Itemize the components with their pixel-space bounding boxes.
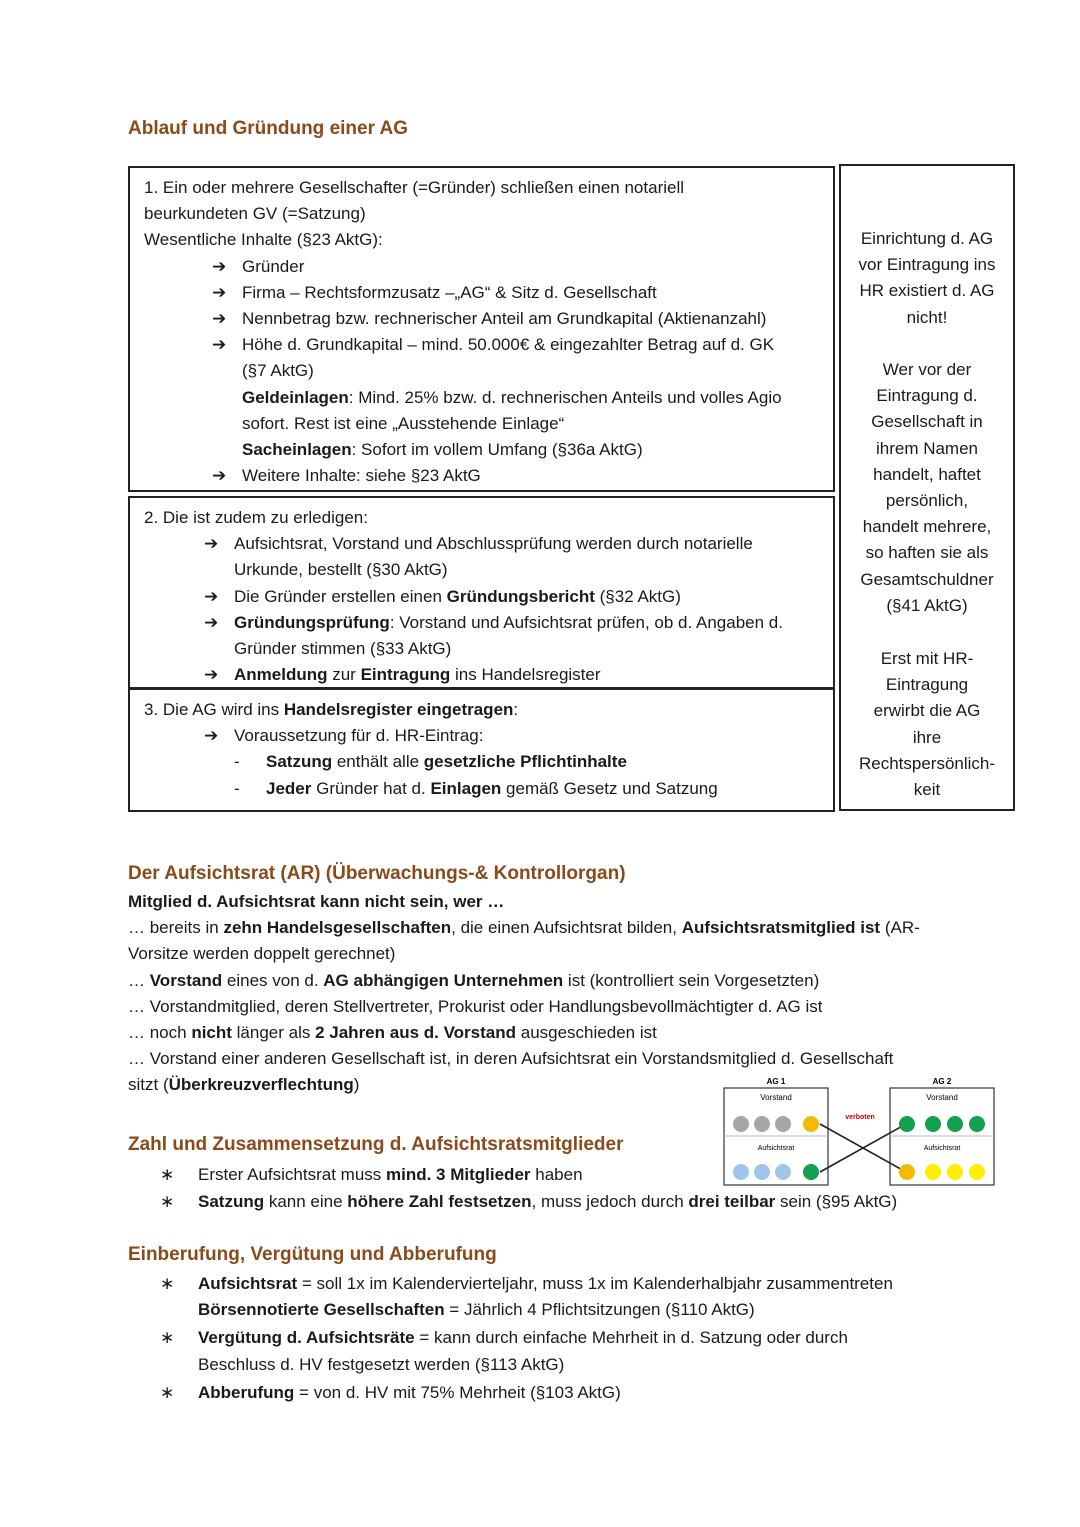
side-note-haftung: Wer vor der Eintragung d. Gesellschaft in ihrem Namen handelt, haftet persönlich, handelt mehrere, so haften sie als Gesamtschuldner (§41 AktG): [860, 360, 994, 615]
ag2-aufsichtsrat-dot-3: [947, 1164, 963, 1180]
box1-line1: 1. Ein oder mehrere Gesellschafter (=Gründer) schließen einen notariell: [144, 178, 685, 197]
aufsichtsrat-item-vorstandmitglied: … Vorstandmitglied, deren Stellvertreter, Prokurist oder Handlungsbevollmächtigter d. AG ist: [128, 996, 823, 1016]
box1-line3: Wesentliche Inhalte (§23 AktG):: [144, 230, 383, 250]
section-title-gruendung: Ablauf und Gründung einer AG: [128, 118, 409, 139]
box1-geldeinlagen-cont: sofort. Rest ist eine „Ausstehende Einlage“: [242, 413, 565, 433]
box1-item-weitere: ➔ Weitere Inhalte: siehe §23 AktG: [144, 463, 782, 489]
section-title-einberufung: Einberufung, Vergütung und Abberufung: [128, 1244, 497, 1265]
einberufung-list: [128, 1271, 893, 1406]
ag1-vorstand-dot-4: [803, 1116, 819, 1132]
box1-sacheinlagen: Sacheinlagen: Sofort im vollem Umfang (§36a AktG): [242, 440, 643, 460]
box1-line2: beurkundeten GV (=Satzung): [144, 204, 366, 224]
ag2-aufsichtsrat-label: Aufsichtsrat: [923, 1145, 961, 1152]
bullet-icon: ∗: [160, 1274, 175, 1293]
side-note-einrichtung: Einrichtung d. AG vor Eintragung ins HR existiert d. AG nicht!: [858, 229, 996, 327]
ag1-vorstand-label: Vorstand: [760, 1093, 792, 1102]
zahl-bullet-mindestens: ∗ Erster Aufsichtsrat muss mind. 3 Mitglieder haben: [128, 1161, 897, 1188]
box-eintragung: [128, 688, 835, 812]
einberufung-verguetung-cont: Beschluss d. HV festgesetzt werden (§113 AktG): [198, 1354, 565, 1374]
section-title-aufsichtsrat: Der Aufsichtsrat (AR) (Überwachungs-& Kontrollorgan): [128, 863, 626, 884]
arrow-icon: ➔: [212, 282, 227, 302]
ag2-vorstand-dot-1: [899, 1116, 915, 1132]
box-gesellschaftsvertrag: [128, 166, 835, 492]
box1-item-firma: ➔ Firma – Rechtsformzusatz –„AG“ & Sitz d. Gesellschaft: [144, 280, 782, 306]
arrow-icon: ➔: [212, 256, 227, 276]
aufsichtsrat-item-zehn-cont: Vorsitze werden doppelt gerechnet): [128, 944, 396, 964]
aufsichtsrat-item-zwei-jahre: … noch nicht länger als 2 Jahren aus d. Vorstand ausgeschieden ist: [128, 1023, 657, 1043]
aufsichtsrat-list: [128, 889, 920, 1099]
box1-item-grundkapital-ref: (§7 AktG): [242, 361, 314, 381]
bullet-icon: ∗: [160, 1192, 175, 1211]
ag1-vorstand-dot-1: [733, 1116, 749, 1132]
ag1-aufsichtsrat-label: Aufsichtsrat: [757, 1145, 795, 1152]
box2-item-bestellung: ➔ Aufsichtsrat, Vorstand und Abschlussprüfung werden durch notarielle: [144, 531, 783, 557]
ag2-aufsichtsrat-dot-1: [899, 1164, 915, 1180]
arrow-icon: ➔: [212, 309, 227, 329]
box2-item-gruendungspruefung-cont: Gründer stimmen (§33 AktG): [234, 639, 452, 659]
bullet-icon: ∗: [160, 1328, 175, 1348]
arrow-icon: ➔: [212, 335, 227, 355]
aufsichtsrat-item-ueberkreuz-cont: sitzt (Überkreuzverflechtung): [128, 1075, 360, 1095]
arrow-icon: ➔: [204, 726, 219, 746]
box1-item-gruender: ➔ Gründer: [144, 254, 782, 280]
bullet-icon: ∗: [160, 1382, 175, 1402]
arrow-icon: ➔: [212, 466, 227, 486]
ag2-vorstand-label: Vorstand: [926, 1093, 958, 1102]
arrow-icon: ➔: [204, 665, 219, 685]
ag2-label: AG 2: [932, 1077, 952, 1086]
box-side-notes: [839, 164, 1015, 811]
aufsichtsrat-subtitle: Mitglied d. Aufsichtsrat kann nicht sein, wer …: [128, 892, 505, 911]
box2-line1: 2. Die ist zudem zu erledigen:: [144, 508, 368, 527]
ag1-vorstand-dot-2: [754, 1116, 770, 1132]
box2-item-bestellung-cont: Urkunde, bestellt (§30 AktG): [234, 560, 448, 580]
arrow-icon: ➔: [204, 586, 219, 606]
ag1-label: AG 1: [766, 1077, 786, 1086]
einberufung-bullet-abberufung: ∗ Abberufung = von d. HV mit 75% Mehrheit (§103 AktG): [128, 1380, 893, 1406]
aufsichtsrat-item-abhaengig: … Vorstand eines von d. AG abhängigen Unternehmen ist (kontrolliert sein Vorgesetzten): [128, 970, 820, 990]
ag1-vorstand-dot-3: [775, 1116, 791, 1132]
box3-line1: 3. Die AG wird ins Handelsregister eingetragen:: [144, 700, 519, 719]
ag2-vorstand-dot-2: [925, 1116, 941, 1132]
einberufung-boersennotiert: Börsennotierte Gesellschaften = Jährlich 4 Pflichtsitzungen (§110 AktG): [198, 1300, 755, 1320]
box2-item-gruendungspruefung: ➔ Gründungsprüfung: Vorstand und Aufsichtsrat prüfen, ob d. Angaben d.: [144, 610, 783, 636]
box1-item-grundkapital: ➔ Höhe d. Grundkapital – mind. 50.000€ & eingezahlter Betrag auf d. GK: [144, 332, 782, 358]
ag2-aufsichtsrat-dot-2: [925, 1164, 941, 1180]
section-title-zahl: Zahl und Zusammensetzung d. Aufsichtsratsmitglieder: [128, 1134, 624, 1155]
einberufung-bullet-aufsichtsrat: ∗ Aufsichtsrat = soll 1x im Kalendervierteljahr, muss 1x im Kalenderhalbjahr zusammentreten: [128, 1271, 893, 1297]
zahl-bullet-satzung: ∗ Satzung kann eine höhere Zahl festsetzen, muss jedoch durch drei teilbar sein (§95 AktG): [128, 1188, 897, 1215]
aufsichtsrat-item-zehn: … bereits in zehn Handelsgesellschaften, die einen Aufsichtsrat bilden, Aufsichtsratsmitglied ist (AR-: [128, 918, 920, 938]
bullet-icon: ∗: [160, 1165, 175, 1184]
ag2-vorstand-dot-4: [969, 1116, 985, 1132]
box1-geldeinlagen: Geldeinlagen: Mind. 25% bzw. d. rechnerischen Anteils und volles Agio: [242, 387, 782, 407]
box3-item-voraussetzung: ➔ Voraussetzung für d. HR-Eintrag:: [144, 723, 718, 749]
ag2-vorstand-dot-3: [947, 1116, 963, 1132]
box3-dash-satzung: - Satzung enthält alle gesetzliche Pflichtinhalte: [234, 752, 627, 772]
box2-item-gruendungsbericht: ➔ Die Gründer erstellen einen Gründungsbericht (§32 AktG): [144, 584, 783, 610]
einberufung-bullet-verguetung: ∗ Vergütung d. Aufsichtsräte = kann durch einfache Mehrheit in d. Satzung oder durch: [128, 1325, 893, 1351]
aufsichtsrat-item-ueberkreuz: … Vorstand einer anderen Gesellschaft ist, in deren Aufsichtsrat ein Vorstandsmitglied d. Gesellschaft: [128, 1049, 894, 1069]
verboten-label: verboten: [845, 1114, 875, 1121]
side-note-rechtspersoenlichkeit: Erst mit HR- Eintragung erwirbt die AG ihre Rechtspersönlich- keit: [858, 649, 996, 800]
box2-item-anmeldung: ➔ Anmeldung zur Eintragung ins Handelsregister: [144, 662, 783, 688]
arrow-icon: ➔: [204, 612, 219, 632]
box1-item-nennbetrag: ➔ Nennbetrag bzw. rechnerischer Anteil am Grundkapital (Aktienanzahl): [144, 306, 782, 332]
box3-dash-einlagen: - Jeder Gründer hat d. Einlagen gemäß Gesetz und Satzung: [234, 778, 718, 798]
box-erledigungen: [128, 496, 835, 689]
ag2-aufsichtsrat-dot-4: [969, 1164, 985, 1180]
arrow-icon: ➔: [204, 534, 219, 554]
zahl-list: [128, 1161, 897, 1215]
